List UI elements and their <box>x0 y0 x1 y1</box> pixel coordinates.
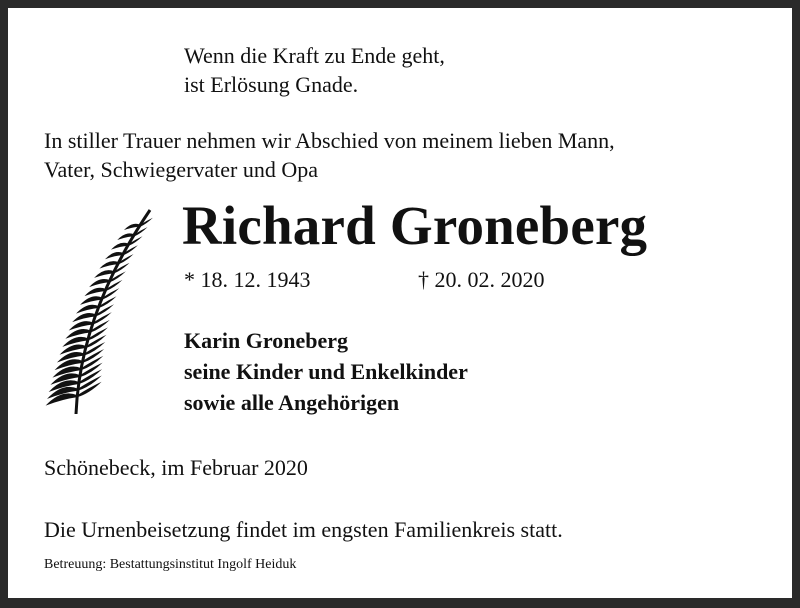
intro-line-2: Vater, Schwiegervater und Opa <box>44 157 319 182</box>
burial-note: Die Urnenbeisetzung findet im engsten Familienkreis statt. <box>44 517 563 542</box>
birth-date: * 18. 12. 1943 <box>184 267 311 292</box>
poem-verse <box>184 41 445 99</box>
poem-line-2: ist Erlösung Gnade. <box>184 72 359 97</box>
mourner-line-2: seine Kinder und Enkelkinder <box>184 359 468 384</box>
deceased-name: Richard Groneberg <box>182 195 648 256</box>
intro-text <box>44 126 615 184</box>
intro-line-1: In stiller Trauer nehmen wir Abschied von meinem lieben Mann, <box>44 128 615 153</box>
mourner-line-1: Karin Groneberg <box>184 328 348 353</box>
undertaker-credit: Betreuung: Bestattungsinstitut Ingolf Heiduk <box>44 557 297 572</box>
poem-line-1: Wenn die Kraft zu Ende geht, <box>184 43 445 68</box>
death-date: † 20. 02. 2020 <box>418 267 545 292</box>
mourner-line-3: sowie alle Angehörigen <box>184 390 400 415</box>
fern-leaf-icon <box>38 204 158 416</box>
place-and-date: Schönebeck, im Februar 2020 <box>44 455 308 480</box>
mourners-list <box>184 325 468 418</box>
